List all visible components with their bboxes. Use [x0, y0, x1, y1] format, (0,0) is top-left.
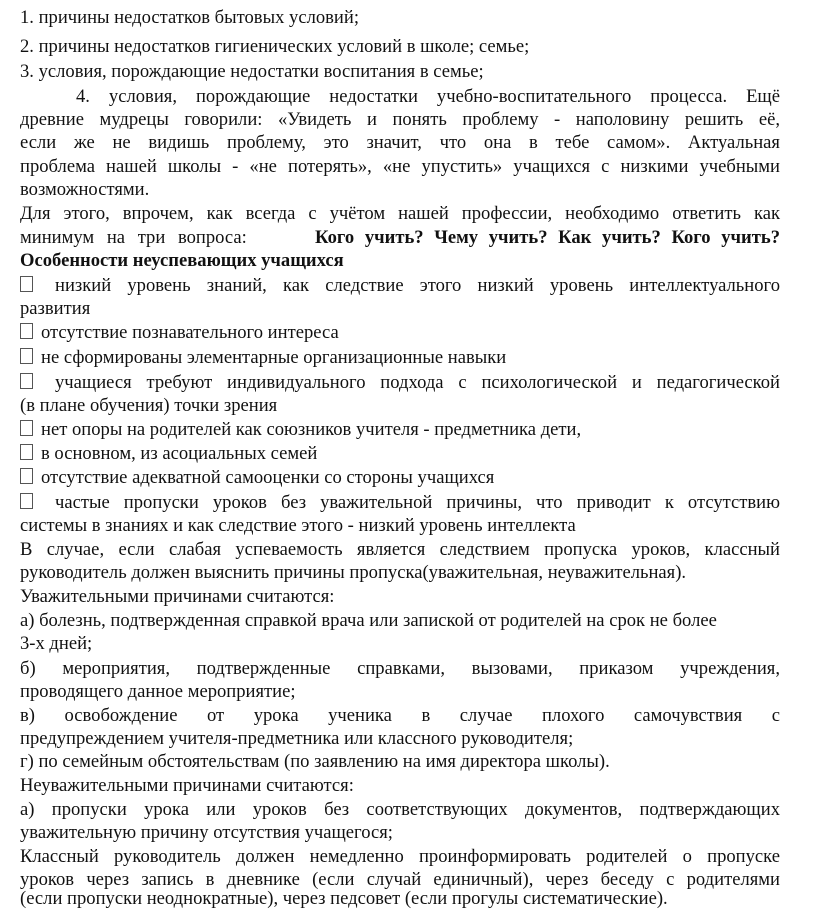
valid-reason-b-line-1: б) мероприятия, подтвержденные справками, вызовами, приказом учреждения,	[20, 658, 780, 679]
final-paragraph-line-3: (если пропуски неоднократные), через педсовет (если прогулы систематические).	[20, 888, 668, 909]
list-item-4-line-1: 4. условия, порождающие недостатки учебно-воспитательного процесса. Ещё	[76, 86, 780, 107]
feature-bullet-4-cont: (в плане обучения) точки зрения	[20, 395, 278, 416]
valid-reason-c-line-1: в) освобождение от урока ученика в случае плохого самочувствия с	[20, 705, 780, 726]
feature-bullet-1	[20, 274, 780, 298]
bullet-icon	[20, 444, 33, 460]
feature-bullet-3	[20, 346, 506, 370]
bullet-icon	[20, 493, 33, 509]
list-item-4-line-2: древние мудрецы говорили: «Увидеть и понять проблему - наполовину решить её,	[20, 109, 780, 130]
invalid-reasons-heading: Неуважительными причинами считаются:	[20, 775, 354, 796]
invalid-reason-a-line-2: уважительную причину отсутствия учащегося;	[20, 822, 393, 843]
list-item-4-line-3: если же не видишь проблему, это значит, что она в тебе самом». Актуальная	[20, 132, 780, 153]
feature-text: не сформированы элементарные организационные навыки	[41, 347, 507, 368]
feature-text: учащиеся требуют индивидуального подхода с психологической и педагогической	[55, 372, 780, 393]
absence-paragraph-line-2: руководитель должен выяснить причины пропуска(уважительная, неуважительная).	[20, 562, 687, 583]
bullet-icon	[20, 348, 33, 364]
valid-reason-d: г) по семейным обстоятельствам (по заявлению на имя директора школы).	[20, 751, 610, 772]
list-item-1: 1. причины недостатков бытовых условий;	[20, 7, 359, 28]
feature-bullet-1-cont: развития	[20, 298, 91, 319]
valid-reason-b-line-2: проводящего данное мероприятие;	[20, 681, 296, 702]
feature-bullet-6	[20, 442, 317, 466]
list-item-3: 3. условия, порождающие недостатки воспитания в семье;	[20, 61, 484, 82]
features-heading: Особенности неуспевающих учащихся	[20, 250, 344, 271]
feature-text: частые пропуски уроков без уважительной причины, что приводит к отсутствию	[55, 492, 780, 513]
final-paragraph-line-1: Классный руководитель должен немедленно проинформировать родителей о пропуске	[20, 846, 780, 867]
feature-bullet-8	[20, 491, 780, 515]
questions-line-2	[20, 226, 780, 250]
list-item-4-line-5: возможностями.	[20, 179, 150, 200]
feature-bullet-2	[20, 321, 339, 345]
valid-reasons-heading: Уважительными причинами считаются:	[20, 586, 335, 607]
list-item-4-line-4: проблема нашей школы - «не потерять», «не упустить» учащихся с низкими учебными	[20, 156, 780, 177]
feature-bullet-7	[20, 466, 494, 490]
bullet-icon	[20, 276, 33, 292]
bullet-icon	[20, 373, 33, 389]
feature-text: в основном, из асоциальных семей	[41, 443, 318, 464]
questions-line-1: Для этого, впрочем, как всегда с учётом нашей профессии, необходимо ответить как	[20, 203, 780, 224]
valid-reason-c-line-2: предупреждением учителя-предметника или классного руководителя;	[20, 728, 574, 749]
bullet-icon	[20, 323, 33, 339]
absence-paragraph-line-1: В случае, если слабая успеваемость является следствием пропуска уроков, классный	[20, 539, 780, 560]
feature-text: низкий уровень знаний, как следствие этого низкий уровень интеллектуального	[55, 275, 780, 296]
feature-bullet-4	[20, 371, 780, 395]
valid-reason-a-line-2: 3-х дней;	[20, 633, 93, 654]
feature-text: отсутствие адекватной самооценки со стороны учащихся	[41, 467, 495, 488]
invalid-reason-a-line-1: а) пропуски урока или уроков без соответствующих документов, подтверждающих	[20, 799, 780, 820]
feature-bullet-8-cont: системы в знаниях и как следствие этого - низкий уровень интеллекта	[20, 515, 576, 536]
feature-bullet-5	[20, 418, 581, 442]
questions-list: Кого учить? Чему учить? Как учить? Кого учить?	[315, 227, 780, 248]
bullet-icon	[20, 468, 33, 484]
bullet-icon	[20, 420, 33, 436]
valid-reason-a-line-1: а) болезнь, подтвержденная справкой врача или запиской от родителей на срок не более	[20, 610, 717, 631]
list-item-2: 2. причины недостатков гигиенических условий в школе; семье;	[20, 36, 530, 57]
feature-text: отсутствие познавательного интереса	[41, 322, 339, 343]
questions-prefix: минимум на три вопроса:	[20, 227, 247, 248]
final-paragraph-line-2: уроков через запись в дневнике (если случай единичный), через беседу с родителями	[20, 869, 780, 890]
feature-text: нет опоры на родителей как союзников учителя - предметника дети,	[41, 419, 582, 440]
